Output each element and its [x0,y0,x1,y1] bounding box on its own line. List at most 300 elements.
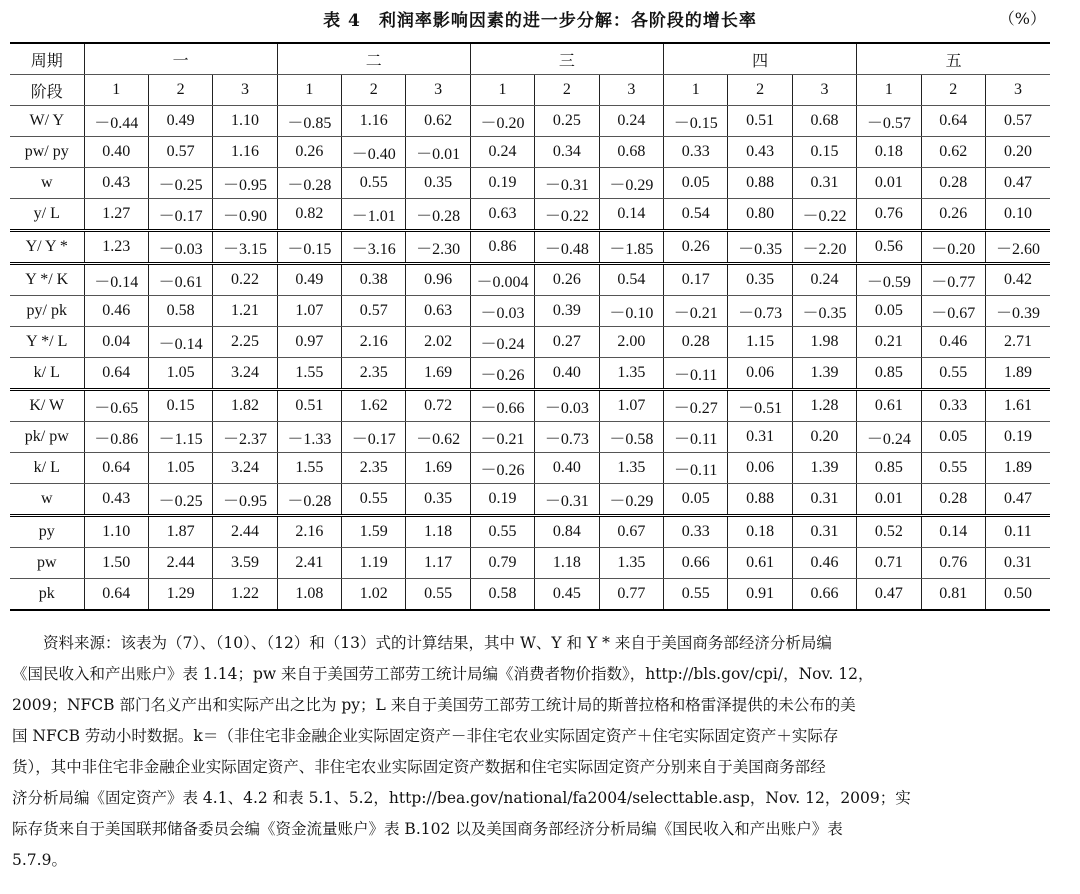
table-cell: 0.18 [728,516,792,548]
table-cell: 0.31 [792,516,856,548]
table-cell: 0.43 [84,484,148,516]
table-cell: 1.61 [985,390,1050,422]
table-cell: －0.25 [148,484,212,516]
row-label: w [10,484,84,516]
note-line: 5.7.9。 [12,851,67,869]
table-cell: －0.51 [728,390,792,422]
table-cell: 0.85 [857,358,921,390]
table-cell: 0.15 [792,137,856,168]
table-cell: －0.17 [148,199,212,231]
row-label: k/ L [10,453,84,484]
table-cell: －2.37 [213,422,277,453]
table-cell: －0.01 [406,137,470,168]
table-cell: 1.02 [342,579,406,611]
table-cell: 0.20 [792,422,856,453]
stage-header: 2 [148,75,212,106]
table-cell: 0.04 [84,327,148,358]
table-cell: －0.26 [470,358,534,390]
table-cell: －0.28 [277,168,341,199]
table-cell: 1.17 [406,548,470,579]
table-cell: －0.10 [599,296,663,327]
table-cell: 0.19 [470,484,534,516]
table-cell: 0.55 [664,579,728,611]
period-header-label: 周期 [10,43,84,75]
table-cell: 0.71 [857,548,921,579]
table-cell: －0.22 [535,199,599,231]
table-cell: 0.01 [857,168,921,199]
table-cell: 1.39 [792,358,856,390]
table-cell: 0.47 [985,168,1050,199]
table-cell: 0.91 [728,579,792,611]
table-cell: 0.77 [599,579,663,611]
table-cell: －0.27 [664,390,728,422]
table-row [10,296,1050,327]
table-cell: －0.61 [148,264,212,296]
table-cell: 2.44 [213,516,277,548]
note-line: 2009；NFCB 部门名义产出和实际产出之比为 py；L 来自于美国劳工部劳工统计局的斯普拉格和格雷泽提供的未公布的美 [12,696,856,714]
table-cell: －2.30 [406,231,470,264]
table-cell: 0.54 [599,264,663,296]
table-cell: 0.24 [599,106,663,137]
table-cell: 0.28 [664,327,728,358]
table-cell: 0.35 [406,484,470,516]
table-cell: 1.07 [599,390,663,422]
data-table [10,42,1050,611]
table-row [10,168,1050,199]
table-cell: 1.35 [599,453,663,484]
table-cell: 0.22 [213,264,277,296]
table-cell: 0.68 [599,137,663,168]
table-cell: 0.97 [277,327,341,358]
table-cell: 0.45 [535,579,599,611]
table-row [10,516,1050,548]
table-cell: 3.24 [213,453,277,484]
table-cell: 1.07 [277,296,341,327]
table-cell: 1.27 [84,199,148,231]
table-cell: 0.58 [148,296,212,327]
table-cell: －3.15 [213,231,277,264]
table-cell: －0.65 [84,390,148,422]
table-cell: 2.44 [148,548,212,579]
table-cell: 0.42 [985,264,1050,296]
table-cell: －0.22 [792,199,856,231]
table-cell: －0.20 [470,106,534,137]
table-cell: 0.88 [728,168,792,199]
table-cell: 1.89 [985,358,1050,390]
table-cell: 3.24 [213,358,277,390]
table-cell: 0.66 [792,579,856,611]
table-cell: 0.43 [728,137,792,168]
table-cell: 0.64 [921,106,985,137]
table-cell: 0.01 [857,484,921,516]
table-cell: －0.03 [148,231,212,264]
table-cell: 0.24 [792,264,856,296]
note-line: 货），其中非住宅非金融企业实际固定资产、非住宅农业实际固定资产数据和住宅实际固定资产分别来自于美国商务部经 [12,758,826,776]
table-row [10,579,1050,611]
row-label: Y/ Y * [10,231,84,264]
table-cell: －0.20 [921,231,985,264]
row-label: py [10,516,84,548]
period-header: 一 [84,43,277,75]
table-cell: －2.60 [985,231,1050,264]
stage-header: 2 [535,75,599,106]
row-label: k/ L [10,358,84,390]
table-cell: 0.79 [470,548,534,579]
table-body [10,43,1050,610]
note-line: 资料来源：该表为（7）、（10）、（12）和（13）式的计算结果，其中 W、Y 和 Y * 来自于美国商务部经济分析局编 [43,634,832,652]
period-header: 三 [470,43,663,75]
stage-header: 1 [664,75,728,106]
table-cell: 0.64 [84,579,148,611]
table-cell: －0.14 [84,264,148,296]
table-cell: 1.05 [148,453,212,484]
table-cell: －0.35 [728,231,792,264]
table-cell: 0.40 [535,453,599,484]
row-label: pk [10,579,84,611]
table-cell: 0.31 [792,484,856,516]
table-cell: －0.67 [921,296,985,327]
table-cell: 0.47 [857,579,921,611]
row-label: Y */ L [10,327,84,358]
table-cell: 0.51 [728,106,792,137]
table-cell: 0.47 [985,484,1050,516]
table-row [10,422,1050,453]
table-cell: 1.16 [213,137,277,168]
table-cell: 0.28 [921,484,985,516]
table-cell: －2.20 [792,231,856,264]
table-cell: 2.16 [277,516,341,548]
table-cell: 0.57 [148,137,212,168]
table-cell: 0.63 [406,296,470,327]
table-cell: 0.76 [921,548,985,579]
table-cell: －0.95 [213,484,277,516]
table-cell: 0.55 [406,579,470,611]
table-cell: 0.27 [535,327,599,358]
table-cell: －1.01 [342,199,406,231]
table-cell: 0.63 [470,199,534,231]
table-cell: 0.19 [985,422,1050,453]
table-cell: 2.16 [342,327,406,358]
table-cell: 0.80 [728,199,792,231]
table-cell: －0.21 [470,422,534,453]
table-row [10,327,1050,358]
source-note [12,628,1052,876]
table-cell: 0.46 [921,327,985,358]
table-cell: 1.39 [792,453,856,484]
table-cell: 0.64 [84,358,148,390]
table-cell: 0.26 [664,231,728,264]
table-cell: －0.14 [148,327,212,358]
table-cell: 0.28 [921,168,985,199]
table-cell: 0.26 [921,199,985,231]
table-cell: －0.44 [84,106,148,137]
table-cell: 1.23 [84,231,148,264]
table-cell: 0.40 [535,358,599,390]
stage-header: 3 [599,75,663,106]
table-cell: －0.35 [792,296,856,327]
table-cell: 0.25 [535,106,599,137]
row-label: Y */ K [10,264,84,296]
table-cell: 0.55 [470,516,534,548]
table-cell: 0.67 [599,516,663,548]
table-cell: －0.77 [921,264,985,296]
table-cell: 1.55 [277,358,341,390]
stage-header: 1 [470,75,534,106]
table-cell: 0.55 [921,358,985,390]
table-cell: 1.29 [148,579,212,611]
table-row [10,199,1050,231]
table-cell: 0.82 [277,199,341,231]
table-cell: 0.46 [84,296,148,327]
table-cell: －0.03 [470,296,534,327]
period-header-row [10,43,1050,75]
table-cell: 1.69 [406,453,470,484]
table-cell: 0.49 [148,106,212,137]
table-cell: 0.31 [728,422,792,453]
table-cell: 1.18 [406,516,470,548]
table-cell: 0.88 [728,484,792,516]
table-cell: 0.86 [470,231,534,264]
table-row [10,548,1050,579]
table-cell: 0.68 [792,106,856,137]
table-cell: 0.66 [664,548,728,579]
table-cell: 0.54 [664,199,728,231]
table-cell: 0.10 [985,199,1050,231]
note-line: 国 NFCB 劳动小时数据。k＝（非住宅非金融企业实际固定资产－非住宅农业实际固定资产＋住宅实际固定资产＋实际存 [12,727,839,745]
table-cell: 1.82 [213,390,277,422]
table-cell: 1.35 [599,548,663,579]
table-cell: －0.24 [857,422,921,453]
stage-header: 3 [792,75,856,106]
table-cell: －0.59 [857,264,921,296]
table-cell: 2.00 [599,327,663,358]
table-cell: －0.39 [985,296,1050,327]
table-cell: 0.34 [535,137,599,168]
note-line: 际存货来自于美国联邦储备委员会编《资金流量账户》表 B.102 以及美国商务部经济分析局编《国民收入和产出账户》表 [12,820,843,838]
table-cell: 1.98 [792,327,856,358]
table-cell: －1.33 [277,422,341,453]
row-label: W/ Y [10,106,84,137]
unit-label: （%） [998,9,1046,28]
table-cell: 0.85 [857,453,921,484]
table-cell: －0.28 [406,199,470,231]
table-cell: 0.58 [470,579,534,611]
table-cell: 0.21 [857,327,921,358]
table-cell: 1.28 [792,390,856,422]
table-cell: －0.26 [470,453,534,484]
table-cell: －0.90 [213,199,277,231]
table-cell: 0.40 [84,137,148,168]
table-cell: 0.61 [728,548,792,579]
table-cell: 0.05 [921,422,985,453]
table-cell: 0.61 [857,390,921,422]
stage-header: 2 [728,75,792,106]
table-cell: －3.16 [342,231,406,264]
note-line: 《国民收入和产出账户》表 1.14；pw 来自于美国劳工部劳工统计局编《消费者物价指数》，http://bls.gov/cpi/，Nov. 12， [12,665,874,683]
table-cell: 0.62 [406,106,470,137]
table-cell: －0.73 [535,422,599,453]
table-row [10,390,1050,422]
row-label: y/ L [10,199,84,231]
table-cell: 0.06 [728,453,792,484]
table-row [10,264,1050,296]
table-cell: 0.72 [406,390,470,422]
table-cell: 0.35 [728,264,792,296]
stage-header: 1 [277,75,341,106]
row-label: pw/ py [10,137,84,168]
table-cell: 0.56 [857,231,921,264]
table-row [10,231,1050,264]
table-cell: －0.28 [277,484,341,516]
table-cell: 0.26 [535,264,599,296]
row-label: py/ pk [10,296,84,327]
table-cell: 0.62 [921,137,985,168]
table-cell: 0.55 [342,484,406,516]
table-cell: 0.14 [599,199,663,231]
table-cell: 3.59 [213,548,277,579]
table-cell: －1.85 [599,231,663,264]
table-cell: 0.81 [921,579,985,611]
stage-header: 3 [985,75,1050,106]
table-cell: 2.35 [342,453,406,484]
table-cell: 0.26 [277,137,341,168]
row-label: w [10,168,84,199]
table-cell: 0.55 [921,453,985,484]
row-label: K/ W [10,390,84,422]
stage-header: 3 [406,75,470,106]
stage-header-row [10,75,1050,106]
table-cell: 0.84 [535,516,599,548]
table-cell: 0.11 [985,516,1050,548]
table-cell: 1.50 [84,548,148,579]
table-cell: 1.15 [728,327,792,358]
table-cell: 1.10 [84,516,148,548]
table-cell: 0.96 [406,264,470,296]
table-cell: 0.39 [535,296,599,327]
table-cell: 1.87 [148,516,212,548]
table-cell: 1.62 [342,390,406,422]
table-cell: 0.57 [342,296,406,327]
table-cell: －0.48 [535,231,599,264]
table-cell: 0.43 [84,168,148,199]
row-label: pw [10,548,84,579]
table-cell: 0.20 [985,137,1050,168]
table-cell: 1.89 [985,453,1050,484]
table-cell: 2.25 [213,327,277,358]
table-row [10,358,1050,390]
table-cell: －0.62 [406,422,470,453]
table-cell: 0.18 [857,137,921,168]
table-row [10,484,1050,516]
table-cell: －0.31 [535,168,599,199]
stage-header: 1 [84,75,148,106]
table-cell: 0.24 [470,137,534,168]
table-cell: 0.55 [342,168,406,199]
table-cell: 0.19 [470,168,534,199]
note-line: 济分析局编《固定资产》表 4.1、4.2 和表 5.1、5.2，http://bea.gov/national/fa2004/selecttable.asp，Nov. 12，2009；实 [12,789,911,807]
table-cell: －1.15 [148,422,212,453]
table-cell: －0.24 [470,327,534,358]
table-cell: 1.18 [535,548,599,579]
table-cell: －0.86 [84,422,148,453]
table-row [10,106,1050,137]
stage-header-label: 阶段 [10,75,84,106]
table-cell: －0.25 [148,168,212,199]
table-cell: 0.57 [985,106,1050,137]
period-header: 二 [277,43,470,75]
table-cell: 0.14 [921,516,985,548]
table-cell: 1.08 [277,579,341,611]
table-cell: 1.16 [342,106,406,137]
table-cell: 1.22 [213,579,277,611]
table-row [10,453,1050,484]
table-title: 表 4 利润率影响因素的进一步分解：各阶段的增长率 [323,11,757,31]
table-cell: －0.95 [213,168,277,199]
table-cell: 0.05 [664,484,728,516]
table-cell: 0.31 [985,548,1050,579]
table-cell: 1.05 [148,358,212,390]
table-cell: －0.40 [342,137,406,168]
table-cell: 2.35 [342,358,406,390]
table-cell: －0.29 [599,484,663,516]
period-header: 四 [664,43,857,75]
table-cell: 1.55 [277,453,341,484]
table-cell: 1.21 [213,296,277,327]
table-cell: 0.33 [664,516,728,548]
table-cell: 0.05 [664,168,728,199]
table-cell: 0.51 [277,390,341,422]
table-cell: －0.31 [535,484,599,516]
table-cell: 1.19 [342,548,406,579]
table-cell: －0.57 [857,106,921,137]
table-cell: 0.33 [921,390,985,422]
table-cell: 0.06 [728,358,792,390]
table-cell: 0.76 [857,199,921,231]
table-cell: 1.10 [213,106,277,137]
table-cell: －0.17 [342,422,406,453]
table-cell: －0.15 [664,106,728,137]
table-cell: －0.58 [599,422,663,453]
table-cell: 2.71 [985,327,1050,358]
stage-header: 2 [921,75,985,106]
table-cell: 0.64 [84,453,148,484]
table-cell: －0.29 [599,168,663,199]
row-label: pk/ pw [10,422,84,453]
table-cell: 2.02 [406,327,470,358]
table-row [10,137,1050,168]
table-cell: 0.33 [664,137,728,168]
table-cell: 1.35 [599,358,663,390]
table-cell: 0.31 [792,168,856,199]
table-cell: 2.41 [277,548,341,579]
table-cell: 0.15 [148,390,212,422]
table-cell: 0.17 [664,264,728,296]
table-cell: －0.004 [470,264,534,296]
table-cell: －0.11 [664,358,728,390]
table-cell: －0.21 [664,296,728,327]
table-cell: 1.59 [342,516,406,548]
stage-header: 3 [213,75,277,106]
table-cell: －0.85 [277,106,341,137]
table-cell: 0.35 [406,168,470,199]
table-cell: －0.66 [470,390,534,422]
table-cell: －0.11 [664,453,728,484]
table-cell: －0.73 [728,296,792,327]
stage-header: 2 [342,75,406,106]
table-cell: 0.05 [857,296,921,327]
table-cell: 0.52 [857,516,921,548]
table-cell: －0.11 [664,422,728,453]
